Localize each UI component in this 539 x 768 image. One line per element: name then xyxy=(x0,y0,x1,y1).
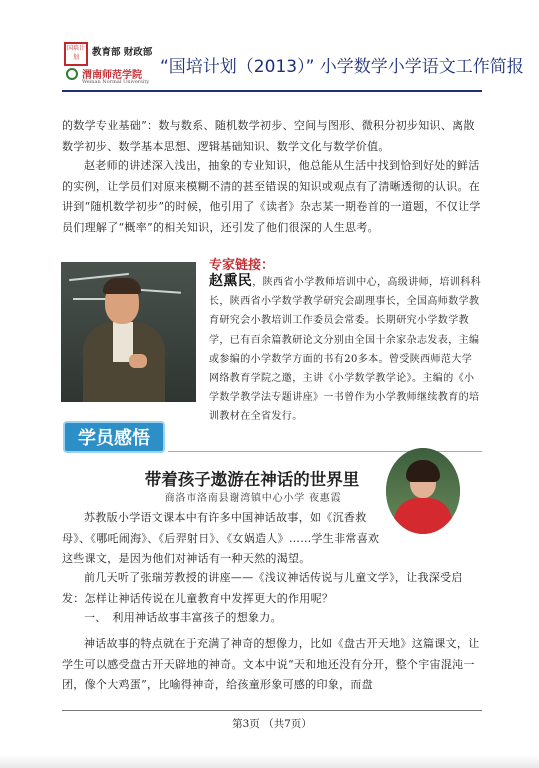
school-emblem-icon xyxy=(66,68,78,80)
expert-name: 赵熏民 xyxy=(209,273,253,289)
lecture-paragraph: 赵老师的讲述深入浅出，抽象的专业知识，他总能从生活中找到恰到好处的鲜活的实例，让学员们对原来模糊不清的甚至错误的知识或观点有了清晰透彻的认识。在讲到“随机数学初步”的时候，他引用了《读者》杂志某一期卷首的一道题，不仅让学员们理解了“概率”的相关知识，还引发了他们很深的人生思考。 xyxy=(62,159,481,234)
expert-bio xyxy=(209,272,482,427)
logo-text: 国培计划 xyxy=(66,45,85,61)
school-english-name: Weinan Normal University xyxy=(82,79,150,85)
page-header xyxy=(62,40,524,92)
header-divider xyxy=(62,90,482,92)
page-shadow xyxy=(0,755,539,768)
expert-hand xyxy=(129,354,147,368)
author-figure xyxy=(394,498,452,534)
author-photo xyxy=(386,448,460,534)
expert-bio-text: ，陕西省小学教师培训中心，高级讲师，培训科科长，陕西省小学数学教学研究会副理事长，全国高师数学教育研究会小教培训工作委员会常委。长期研究小学数学教学，已有百余篇教研论文分别由全国十余家杂志发表，主编或参编的小学数学方面的书有20多本。曾受陕西师范大学网络教育学院之邀，主讲《小学数学教学论》。主编的《小学数学教学法专题讲座》一书曾作为小学教师继续教育的培训教材在全省发行。 xyxy=(209,277,482,423)
expert-hair xyxy=(103,278,141,294)
guopei-logo xyxy=(64,42,88,66)
ministry-label: 教育部 财政部 xyxy=(92,47,153,58)
article-paragraph-4: 神话故事的特点就在于充满了神奇的想像力，比如《盘古开天地》这篇课文，让学生可以感受盘古开天辟地的神奇。文本中说“天和地还没有分开，整个宇宙混沌一团，像个大鸡蛋”，比喻得神奇，给孩童形象可感的印象，而盘 xyxy=(62,637,480,691)
page-number: 第3页 （共7页） xyxy=(232,718,312,730)
intro-paragraph: 的数学专业基础”：数与数系、随机数学初步、空间与图形、微积分初步知识、离散数学初步、数学基本思想、逻辑基础知识、数学文化与数学价值。 xyxy=(62,119,475,153)
article-paragraph-2: 前几天听了张瑞芳教授的讲座——《浅议神话传说与儿童文学》，让我深受启发：怎样让神话传说在儿童教育中发挥更大的作用呢？ xyxy=(62,571,463,605)
bulletin-title: “国培计划（2013）” 小学数学小学语文工作简报 xyxy=(160,57,524,77)
article-paragraph-3: 一、 利用神话故事丰富孩子的想象力。 xyxy=(84,611,282,624)
article-byline: 商洛市洛南县谢湾镇中心小学 夜惠霞 xyxy=(164,493,342,504)
expert-link-heading: 专家链接： xyxy=(209,258,275,273)
school-name: 渭南师范学院 xyxy=(82,70,142,81)
section-badge: 学员感悟 xyxy=(63,421,165,453)
author-hair xyxy=(406,460,440,482)
expert-photo xyxy=(61,262,196,402)
article-title: 带着孩子遨游在神话的世界里 xyxy=(144,470,360,489)
footer-divider xyxy=(62,710,482,711)
article-paragraph-1: 苏教版小学语文课本中有许多中国神话故事，如《沉香救母》、《哪吒闹海》、《后羿射日》、《女娲造人》……学生非常喜欢这些课文，是因为他们对神话有一种天然的渴望。 xyxy=(62,511,380,565)
